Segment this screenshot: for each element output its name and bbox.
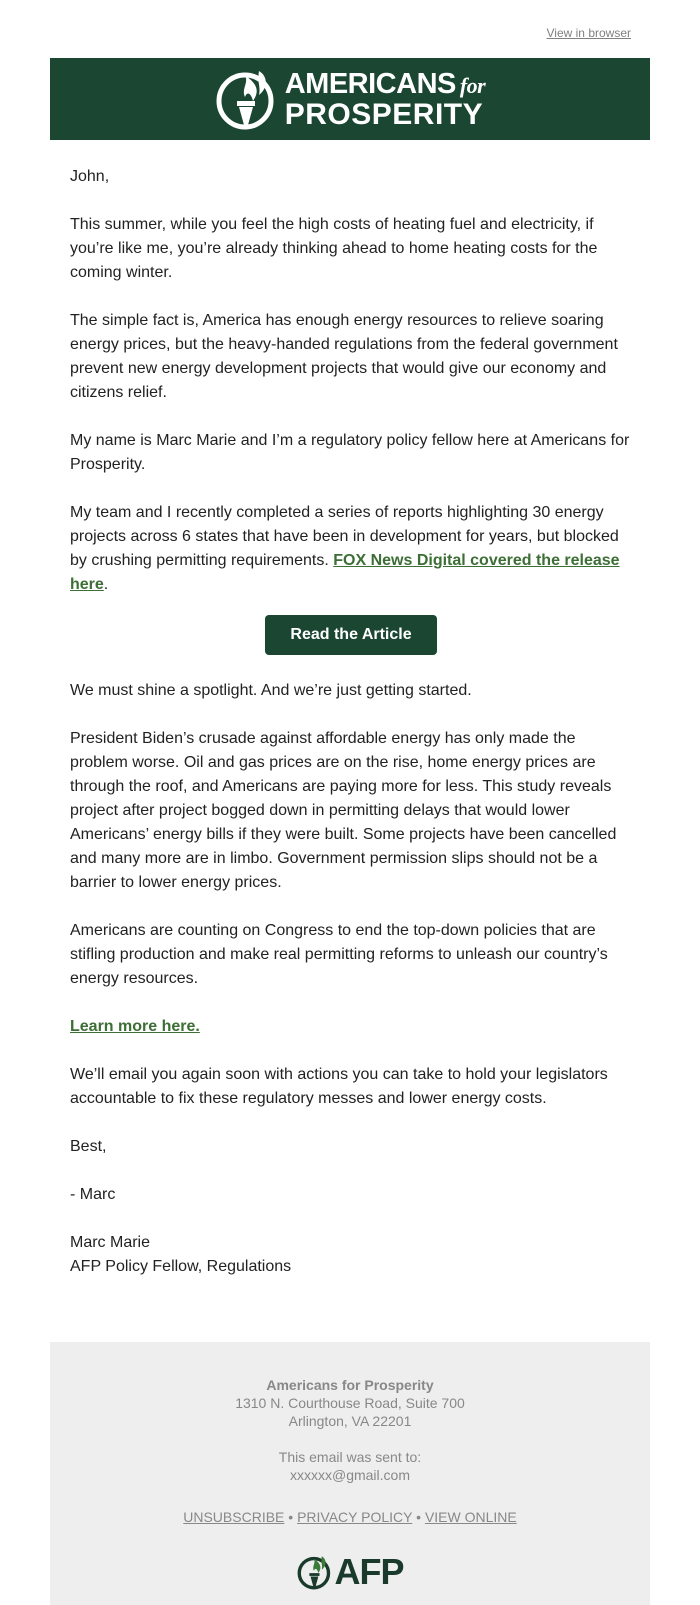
closing: Best, — [70, 1138, 107, 1155]
email-footer — [50, 1342, 650, 1605]
email-header-banner — [50, 58, 650, 140]
torch-icon — [215, 67, 279, 131]
footer-afp-logo[interactable] — [297, 1551, 404, 1592]
footer-links — [50, 1508, 650, 1526]
fox-news-link[interactable]: FOX News Digital covered the release here — [70, 552, 620, 593]
footer-org-name: Americans for Prosperity — [266, 1377, 434, 1393]
afp-logo[interactable] — [215, 67, 486, 131]
logo-for: for — [459, 72, 486, 98]
signature-title: AFP Policy Fellow, Regulations — [70, 1258, 292, 1275]
email-body — [70, 165, 632, 1279]
paragraph-spotlight: We must shine a spotlight. And we’re just getting started. — [70, 682, 472, 699]
read-article-button[interactable]: Read the Article — [265, 615, 436, 655]
greeting: John, — [70, 168, 110, 185]
signature-name: Marc Marie — [70, 1234, 151, 1251]
learn-more-paragraph — [70, 1015, 632, 1039]
paragraph-energy-resources: The simple fact is, America has enough energy resources to relieve soaring energy prices, but the heavy-handed regulations from the federal government prevent new energy development projects that would give our economy and citizens relief. — [70, 312, 618, 401]
signature-block — [70, 1231, 632, 1279]
reports-text: My team and I recently completed a series of reports highlighting 30 energy projects across 6 states that have been in development for years, but blocked by crushing permitting requirements. — [70, 504, 619, 569]
paragraph-email-again: We’ll email you again soon with actions you can take to hold your legislators accountable to fix these regulatory messes and lower energy costs. — [70, 1066, 608, 1107]
paragraph-heating-costs: This summer, while you feel the high costs of heating fuel and electricity, if you’re like me, you’re already thinking ahead to home heating costs for the coming winter. — [70, 216, 598, 281]
footer-separator: • — [284, 1509, 298, 1525]
reports-period: . — [103, 576, 109, 593]
torch-icon — [297, 1554, 333, 1590]
paragraph-congress: Americans are counting on Congress to end the top-down policies that are stifling production and make real permitting reforms to unleash our country’s energy resources. — [70, 922, 608, 987]
learn-more-link[interactable]: Learn more here. — [70, 1018, 200, 1035]
logo-wordmark — [284, 67, 486, 131]
footer-separator: • — [412, 1509, 425, 1525]
paragraph-biden-crusade: President Biden’s crusade against affordable energy has only made the problem worse. Oil and gas prices are on the rise, home energy prices are through the roof, and Americans are paying more for less. This study reveals project after project bogged down in permitting delays that would lower Americans’ energy bills if they were built. Some projects have been cancelled and many more are in limbo. Government permission slips should not be a barrier to lower energy prices. — [70, 730, 617, 891]
privacy-policy-link[interactable]: PRIVACY POLICY — [297, 1509, 413, 1525]
view-in-browser-link[interactable]: View in browser — [546, 26, 631, 40]
unsubscribe-link[interactable]: UNSUBSCRIBE — [183, 1509, 285, 1525]
footer-address-line2: Arlington, VA 22201 — [288, 1413, 412, 1429]
afp-logo-text: AFP — [334, 1551, 404, 1592]
logo-americans: AMERICANS — [284, 67, 456, 100]
logo-prosperity: PROSPERITY — [284, 97, 484, 131]
footer-recipient-email: xxxxxx@gmail.com — [289, 1467, 410, 1483]
footer-address-line1: 1310 N. Courthouse Road, Suite 700 — [235, 1395, 465, 1411]
sign-off: - Marc — [70, 1186, 116, 1203]
footer-sent-to-label: This email was sent to: — [278, 1449, 422, 1465]
paragraph-reports — [70, 501, 632, 597]
paragraph-introduction: My name is Marc Marie and I’m a regulatory policy fellow here at Americans for Prosperity. — [70, 432, 630, 473]
cta-row — [70, 615, 632, 655]
view-online-link[interactable]: VIEW ONLINE — [424, 1509, 517, 1525]
